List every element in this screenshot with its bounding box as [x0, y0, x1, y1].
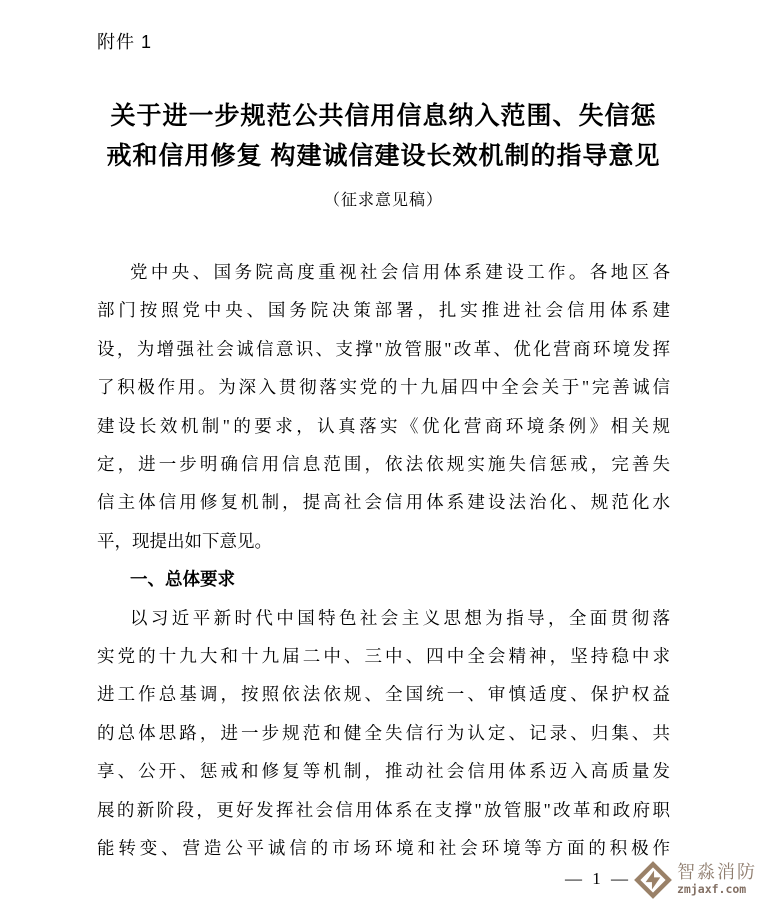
paragraph: [97, 253, 670, 560]
text-line: 党中央、国务院高度重视社会信用体系建设工作。各地区各: [130, 262, 670, 282]
brand-text-block: [677, 862, 757, 896]
document-body: [97, 253, 670, 868]
text-line: 进工作总基调，按照依法依规、全国统一、审慎适度、保护权益: [97, 684, 670, 705]
text-line: 的总体思路，进一步规范和健全失信行为认定、记录、归集、共: [97, 722, 670, 743]
document-title: [97, 96, 670, 176]
text-line: 建设长效机制"的要求，认真落实《优化营商环境条例》相关规: [97, 415, 670, 436]
text-line: 设，为增强社会诚信意识、支撑"放管服"改革、优化营商环境发挥: [97, 338, 670, 359]
text-line: 定，进一步明确信用信息范围，依法依规实施失信惩戒，完善失: [97, 454, 670, 475]
brand-name: 智淼消防: [677, 862, 757, 882]
page-number: — 1 —: [565, 869, 631, 888]
document-subtitle: （征求意见稿）: [323, 192, 443, 209]
text-line: 实党的十九大和十九届二中、三中、四中全会精神，坚持稳中求: [97, 646, 670, 667]
page-footer: [565, 859, 757, 901]
diamond-arrow-logo-icon: [632, 859, 674, 901]
brand-logo-watermark: [632, 859, 757, 901]
text-line: 展的新阶段，更好发挥社会信用体系在支撑"放管服"改革和政府职: [97, 799, 670, 820]
title-line: 关于进一步规范公共信用信息纳入范围、失信惩: [110, 102, 657, 130]
text-line: 享、公开、惩戒和修复等机制，推动社会信用体系迈入高质量发: [97, 761, 670, 782]
brand-domain: zmjaxf.com: [677, 882, 747, 896]
text-line: 了积极作用。为深入贯彻落实党的十九届四中全会关于"完善诚信: [97, 377, 670, 398]
attachment-label: 附件 1: [97, 32, 153, 52]
paragraph: [97, 599, 670, 868]
text-line: 信主体信用修复机制，提高社会信用体系建设法治化、规范化水: [97, 492, 670, 513]
text-line: 平，现提出如下意见。: [97, 530, 272, 551]
text-line: 以习近平新时代中国特色社会主义思想为指导，全面贯彻落: [130, 607, 670, 628]
title-line: 戒和信用修复 构建诚信建设长效机制的指导意见: [106, 142, 661, 170]
text-line: 能转变、营造公平诚信的市场环境和社会环境等方面的积极作: [97, 838, 670, 859]
text-line: 部门按照党中央、国务院决策部署，扎实推进社会信用体系建: [97, 300, 670, 321]
section-heading: 一、总体要求: [130, 569, 235, 590]
